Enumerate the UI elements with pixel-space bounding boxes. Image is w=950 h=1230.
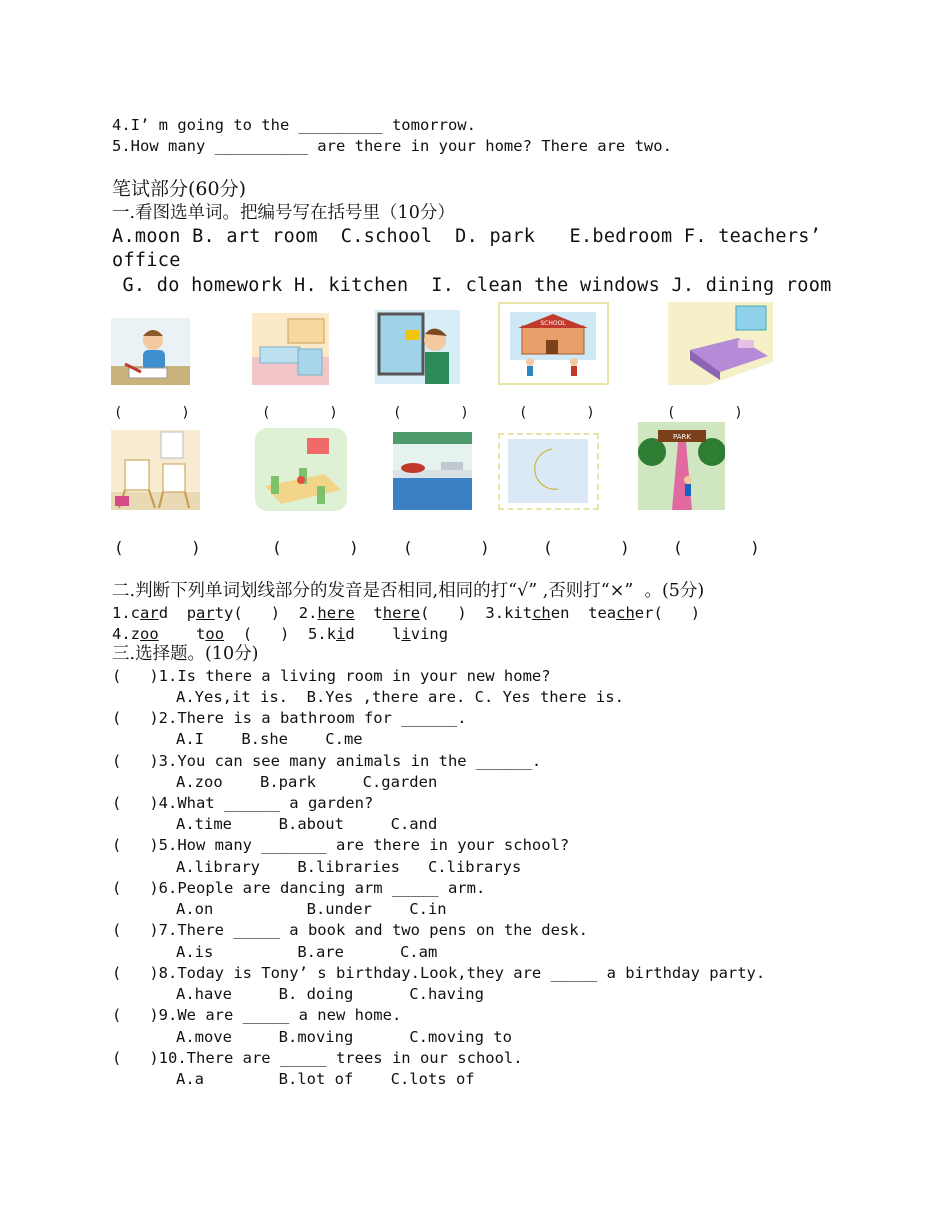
section1-options-line2: office xyxy=(112,250,181,271)
answer-blank[interactable]: ( ) xyxy=(543,538,630,557)
question-8-options: A.have B. doing C.having xyxy=(176,985,484,1003)
section3-title: 三.选择题。(10分) xyxy=(112,644,259,664)
dining-room-icon xyxy=(255,428,347,511)
listening-question-4: 4.I’ m going to the _________ tomorrow. xyxy=(112,116,476,134)
question-5: ( )5.How many _______ are there in your school? xyxy=(112,836,570,854)
section1-options-line1: A.moon B. art room C.school D. park E.bedroom F. teachers’ xyxy=(112,226,822,247)
answer-blank[interactable]: ( ) xyxy=(667,405,743,421)
question-2-options: A.I B.she C.me xyxy=(176,730,363,748)
boy-doing-homework-icon xyxy=(111,318,190,385)
answer-blank[interactable]: ( ) xyxy=(403,538,490,557)
question-10: ( )10.There are _____ trees in our school. xyxy=(112,1049,523,1067)
question-7: ( )7.There _____ a book and two pens on the desk. xyxy=(112,921,588,939)
question-1-options: A.Yes,it is. B.Yes ,there are. C. Yes there is. xyxy=(176,688,624,706)
question-6-options: A.on B.under C.in xyxy=(176,900,447,918)
answer-blank[interactable]: ( ) xyxy=(393,405,469,421)
school-icon xyxy=(498,302,609,385)
question-6: ( )6.People are dancing arm _____ arm. xyxy=(112,879,486,897)
answer-blank[interactable]: ( ) xyxy=(114,405,190,421)
section2-title: 二.判断下列单词划线部分的发音是否相同,相同的打“√” ,否则打“×” 。(5分) xyxy=(112,581,705,601)
bedroom-icon xyxy=(668,302,773,385)
section2-row2: 4.zoo too ( ) 5.kid living xyxy=(112,625,449,643)
question-1: ( )1.Is there a living room in your new home? xyxy=(112,667,551,685)
question-5-options: A.library B.libraries C.librarys xyxy=(176,858,522,876)
question-8: ( )8.Today is Tony’ s birthday.Look,they are _____ a birthday party. xyxy=(112,964,766,982)
answer-blank[interactable]: ( ) xyxy=(262,405,338,421)
section1-title: 一.看图选单词。把编号写在括号里（10分） xyxy=(112,203,455,223)
art-room-icon xyxy=(111,430,200,510)
question-9: ( )9.We are _____ a new home. xyxy=(112,1006,402,1024)
question-10-options: A.a B.lot of C.lots of xyxy=(176,1070,475,1088)
kitchen-icon xyxy=(393,432,472,510)
question-4-options: A.time B.about C.and xyxy=(176,815,438,833)
moon-icon xyxy=(498,433,599,510)
svg-text:SCHOOL: SCHOOL xyxy=(540,320,566,327)
question-3: ( )3.You can see many animals in the ______. xyxy=(112,752,542,770)
answer-blank[interactable]: ( ) xyxy=(673,538,760,557)
office-icon xyxy=(252,313,329,385)
cleaning-window-icon xyxy=(375,310,460,384)
question-3-options: A.zoo B.park C.garden xyxy=(176,773,438,791)
svg-text:PARK: PARK xyxy=(672,433,692,441)
section2-row1: 1.card party( ) 2.here there( ) 3.kitchen teacher( ) xyxy=(112,604,701,622)
park-icon xyxy=(638,422,725,510)
answer-blank[interactable]: ( ) xyxy=(114,538,201,557)
written-part-title: 笔试部分(60分) xyxy=(112,178,247,200)
question-2: ( )2.There is a bathroom for ______. xyxy=(112,709,467,727)
answer-blank[interactable]: ( ) xyxy=(519,405,595,421)
listening-question-5: 5.How many __________ are there in your home? There are two. xyxy=(112,137,672,155)
question-7-options: A.is B.are C.am xyxy=(176,943,438,961)
section1-options-line3: G. do homework H. kitchen I. clean the windows J. dining room xyxy=(111,275,832,296)
question-4: ( )4.What ______ a garden? xyxy=(112,794,374,812)
question-9-options: A.move B.moving C.moving to xyxy=(176,1028,512,1046)
answer-blank[interactable]: ( ) xyxy=(272,538,359,557)
